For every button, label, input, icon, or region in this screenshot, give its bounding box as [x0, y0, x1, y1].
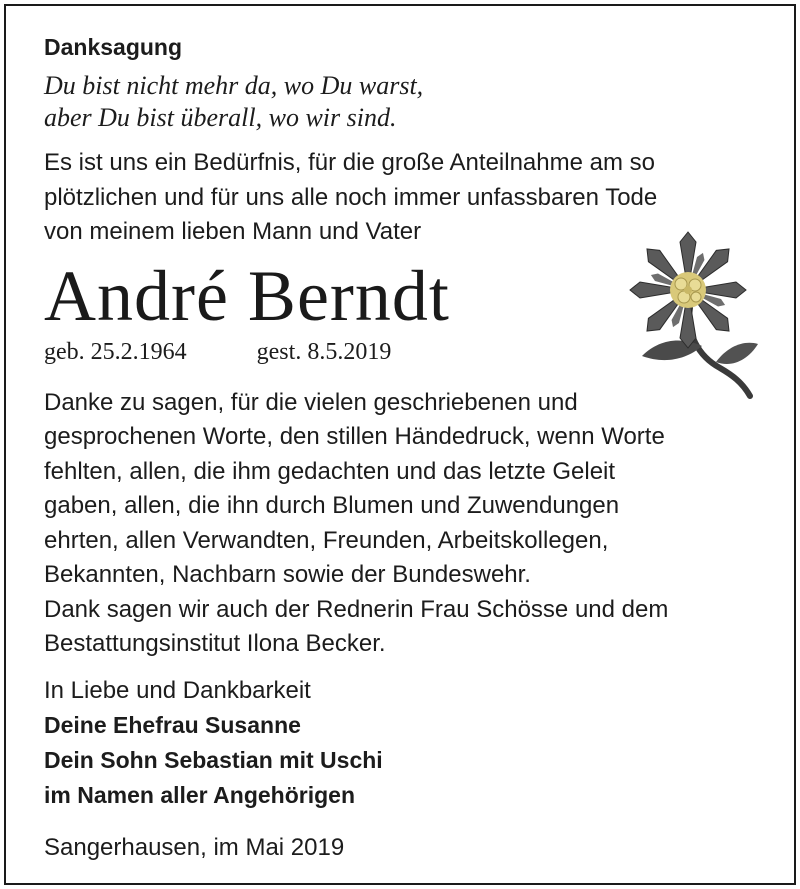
obituary-frame — [4, 4, 796, 885]
birth-date: geb. 25.2.1964 — [44, 338, 187, 365]
thanks-line: Bekannten, Nachbarn sowie der Bundeswehr. — [44, 561, 531, 588]
verse-line: Du bist nicht mehr da, wo Du warst, — [44, 71, 424, 100]
memorial-verse — [44, 70, 774, 134]
intro-line: Es ist uns ein Bedürfnis, für die große Anteilnahme am so — [44, 149, 655, 176]
death-date: gest. 8.5.2019 — [256, 338, 392, 365]
signature-line: im Namen aller Angehörigen — [44, 781, 355, 808]
verse-line: aber Du bist überall, wo wir sind. — [44, 103, 397, 132]
thanks-line: Danke zu sagen, für die vielen geschriebenen und — [44, 388, 578, 416]
deceased-name: André Berndt — [44, 255, 450, 336]
signature-line: Deine Ehefrau Susanne — [44, 711, 301, 738]
signature-block — [44, 708, 774, 813]
thanks-text — [44, 386, 774, 662]
obituary-content — [44, 32, 774, 865]
edelweiss-icon — [628, 228, 762, 408]
thanks-line: Bestattungsinstitut Ilona Becker. — [44, 630, 386, 657]
notice-heading: Danksagung — [44, 34, 183, 60]
thanks-line: fehlten, allen, die ihm gedachten und das letzte Geleit — [44, 457, 616, 485]
signature-line: Dein Sohn Sebastian mit Uschi — [44, 746, 383, 773]
closing-phrase: In Liebe und Dankbarkeit — [44, 676, 311, 704]
thanks-line: gesprochenen Worte, den stillen Händedruck, wenn Worte — [44, 423, 665, 450]
place-date: Sangerhausen, im Mai 2019 — [44, 833, 345, 861]
thanks-line: ehrten, allen Verwandten, Freunden, Arbeitskollegen, — [44, 526, 609, 554]
thanks-line: gaben, allen, die ihn durch Blumen und Zuwendungen — [44, 492, 620, 519]
intro-line: von meinem lieben Mann und Vater — [44, 218, 422, 245]
intro-line: plötzlichen und für uns alle noch immer unfassbaren Tode — [44, 183, 658, 211]
thanks-line: Dank sagen wir auch der Rednerin Frau Schösse und dem — [44, 595, 669, 623]
